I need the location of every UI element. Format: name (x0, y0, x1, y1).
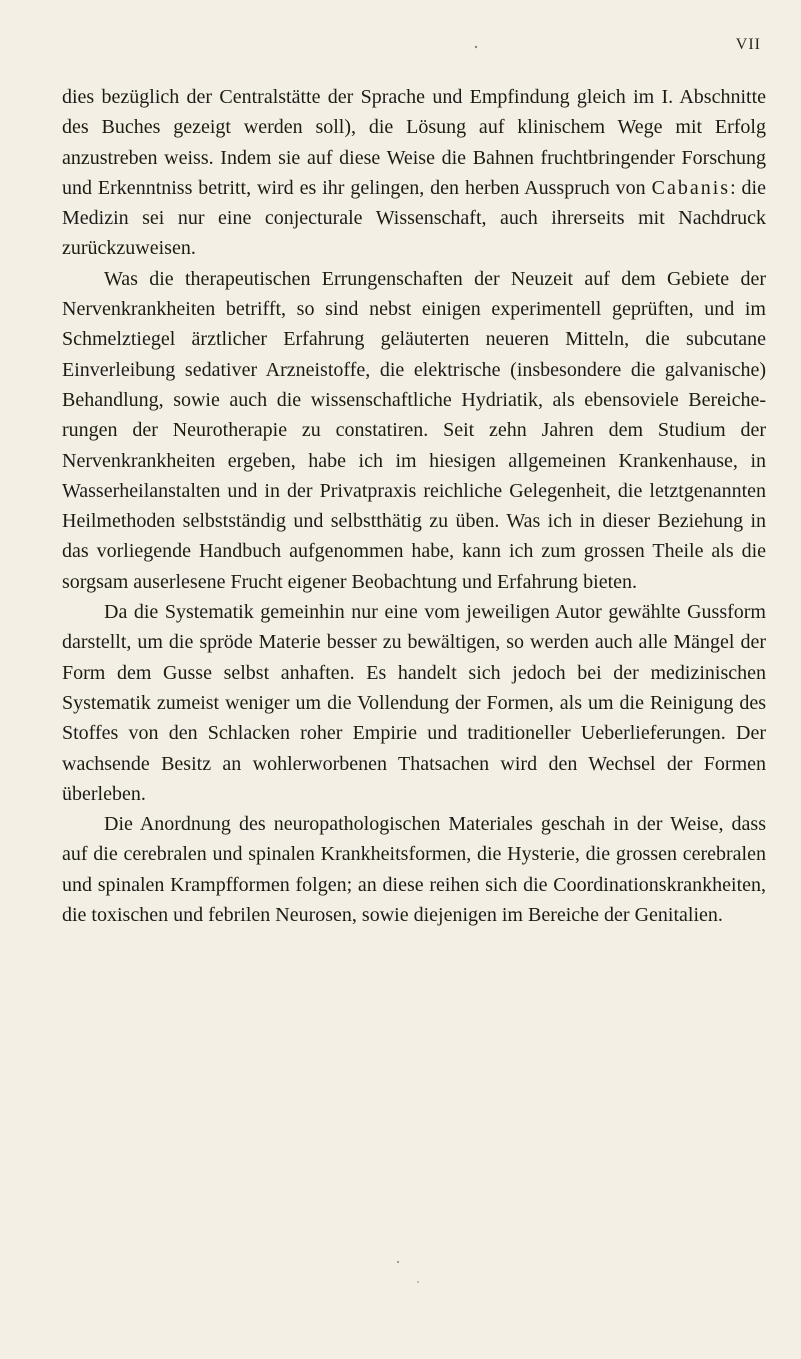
paper-speck (475, 46, 477, 48)
paragraph-4: Die Anordnung des neuropathologischen Materiales geschah in der Weise, dass auf die cerebralen und spinalen Krankheitsformen, die Hysterie, die grossen cerebralen und spinalen Krampfformen folgen; an diese reihen sich die Coordinationskrankheiten, die toxischen und febrilen Neurosen, sowie diejenigen im Bereiche der Genitalien. (62, 813, 766, 927)
paragraph-1-text-b: : die Medizin sei nur eine conjecturale Wissenschaft, auch ihrerseits mit Nachdruck zurückzuweisen. (62, 176, 766, 260)
paragraph-1-text-a: dies bezüglich der Centralstätte der Sprache und Empfindung gleich im I. Abschnitte des Buches gezeigt werden soll), die Lösung auf klinischem Wege mit Erfolg anzustreben weiss. Indem sie auf diese Weise die Bahnen fruchtbringender Forschung und Erkenntniss betritt, wird es ihr gelingen, den herben Ausspruch von (62, 86, 766, 199)
paragraph-3: Da die Systematik gemeinhin nur eine vom jeweiligen Autor gewählte Gussform darstellt, um die spröde Materie besser zu bewältigen, so werden auch alle Mängel der Form dem Gusse selbst anhaften. Es handelt sich jedoch bei der medizinischen Systematik zumeist weniger um die Vollendung der Formen, als um die Reinigung des Stoffes von den Schlacken roher Empirie und traditioneller Ueberlieferungen. Der wachsende Besitz an wohlerworbenen Thatsachen wird den Wechsel der Formen überleben. (62, 601, 766, 805)
paper-speck (417, 1281, 419, 1283)
paper-speck (397, 1261, 399, 1263)
author-name-cabanis: Cabanis (651, 176, 731, 199)
page-number: VII (735, 36, 761, 53)
body-text (62, 82, 766, 930)
paragraph-2: Was die therapeutischen Errungenschaften der Neuzeit auf dem Gebiete der Nervenkrankheiten betrifft, so sind nebst einigen experimentell geprüften, und im Schmelztiegel ärztlicher Erfahrung geläuterten neueren Mitteln, die subcutane Einverleibung sedativer Arzneistoffe, die elektrische (insbesondere die galvanische) Behandlung, sowie auch die wissenschaftliche Hydriatik, als ebensoviele Bereicherungen der Neurotherapie zu constatiren. Seit zehn Jahren dem Studium der Nervenkrankheiten ergeben, habe ich im hiesigen allgemeinen Krankenhause, in Wasserheilanstalten und in der Privatpraxis reichliche Gelegenheit, die letztgenannten Heilmethoden selbstständig und selbstthätig zu üben. Was ich in dieser Beziehung in das vorliegende Handbuch aufgenommen habe, kann ich zum grossen Theile als die sorgsam auserlesene Frucht eigener Beobachtung und Erfahrung bieten. (62, 267, 766, 593)
paragraph-1 (62, 82, 766, 264)
